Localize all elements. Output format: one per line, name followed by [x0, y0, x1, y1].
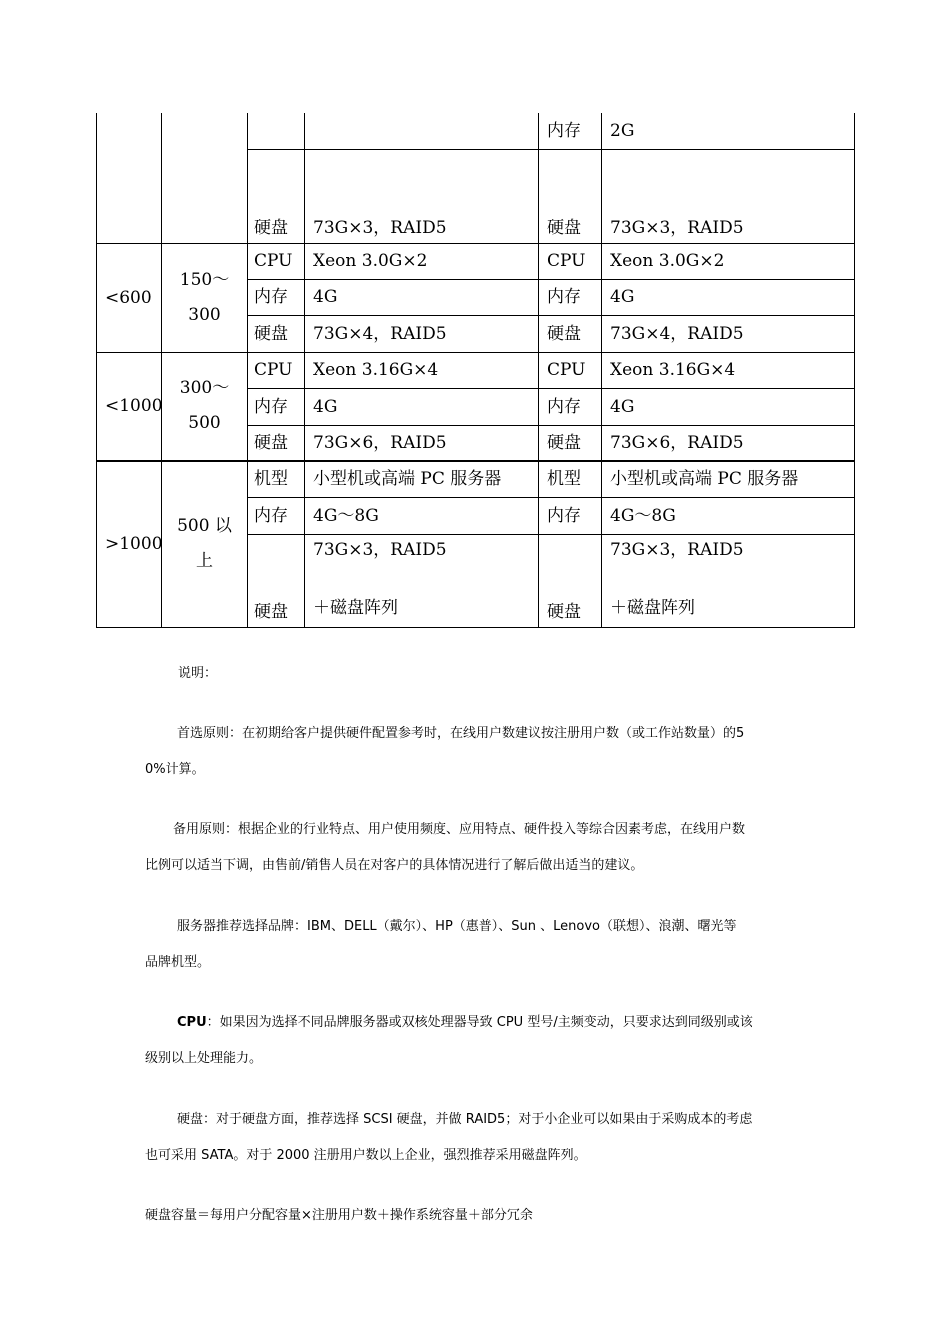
label-cell: 内存	[248, 388, 305, 425]
label-cell: 内存	[539, 388, 602, 425]
note-paragraph-disk	[145, 1102, 807, 1174]
range-cell	[162, 113, 248, 243]
notes-heading: 说明：	[178, 666, 218, 681]
note-paragraph-primary	[145, 716, 807, 788]
value-cell: 73G×6，RAID5	[602, 425, 855, 461]
value-cell: 4G～8G	[602, 497, 855, 534]
note-line: 服务器推荐选择品牌：IBM、DELL（戴尔）、HP（惠普）、Sun 、Lenovo（联想）、浪潮、曙光等	[177, 919, 737, 934]
range-cell	[162, 461, 248, 627]
count-cell: <1000	[97, 352, 162, 461]
note-line: 0%计算。	[145, 762, 205, 777]
value-cell: 4G	[305, 279, 539, 315]
count-cell: <600	[97, 243, 162, 352]
server-config-table	[96, 113, 855, 628]
value-cell: 4G	[305, 388, 539, 425]
label-cell: CPU	[248, 352, 305, 388]
label-cell: 内存	[539, 279, 602, 315]
note-line: 品牌机型。	[145, 955, 211, 970]
note-line: 备用原则：根据企业的行业特点、用户使用频度、应用特点、硬件投入等综合因素考虑，在线用户数	[173, 822, 746, 837]
count-cell	[97, 113, 162, 243]
table-row	[97, 243, 855, 279]
value-cell: Xeon 3.16G×4	[305, 352, 539, 388]
note-paragraph-capacity	[145, 1198, 807, 1234]
note-line: 硬盘：对于硬盘方面，推荐选择 SCSI 硬盘，并做 RAID5；对于小企业可以如果由于采购成本的考虑	[177, 1112, 753, 1127]
range-line: 500 以	[177, 516, 232, 537]
value-line: ＋磁盘阵列	[610, 597, 695, 618]
note-line	[145, 1005, 807, 1041]
label-cell: 硬盘	[539, 534, 602, 627]
range-line: 300～	[179, 378, 230, 399]
table-row	[97, 113, 855, 149]
label-cell: 硬盘	[539, 425, 602, 461]
value-cell: 小型机或高端 PC 服务器	[602, 461, 855, 497]
label-cell	[248, 113, 305, 149]
table-row	[97, 352, 855, 388]
note-line: 也可采用 SATA。对于 2000 注册用户数以上企业，强烈推荐采用磁盘阵列。	[145, 1148, 587, 1163]
value-cell: 73G×3，RAID5	[305, 149, 539, 243]
value-line: 73G×3，RAID5	[610, 539, 744, 560]
value-line: 73G×3，RAID5	[313, 539, 447, 560]
range-line: 150～	[179, 269, 230, 290]
value-cell: 73G×6，RAID5	[305, 425, 539, 461]
label-cell: 硬盘	[539, 315, 602, 352]
note-paragraph-brands	[145, 909, 807, 981]
label-cell: 机型	[248, 461, 305, 497]
note-bold-term: CPU	[177, 1015, 207, 1030]
label-cell: 机型	[539, 461, 602, 497]
label-cell: 硬盘	[539, 149, 602, 243]
value-cell: 4G～8G	[305, 497, 539, 534]
value-cell	[305, 113, 539, 149]
note-line: 首选原则：在初期给客户提供硬件配置参考时，在线用户数建议按注册用户数（或工作站数量）的5	[177, 726, 745, 741]
label-cell: 内存	[539, 497, 602, 534]
table-row	[97, 461, 855, 497]
label-cell: CPU	[539, 352, 602, 388]
label-cell: 硬盘	[248, 149, 305, 243]
label-cell: 硬盘	[248, 315, 305, 352]
label-cell: 内存	[539, 113, 602, 149]
value-line: ＋磁盘阵列	[313, 597, 398, 618]
value-cell: 4G	[602, 279, 855, 315]
notes-heading-block	[145, 656, 807, 692]
range-line: 上	[196, 551, 213, 572]
range-cell	[162, 243, 248, 352]
value-cell: Xeon 3.16G×4	[602, 352, 855, 388]
range-line: 300	[188, 304, 221, 325]
value-cell	[602, 534, 855, 627]
label-cell: 硬盘	[248, 425, 305, 461]
note-paragraph-backup	[145, 812, 807, 884]
note-line: 比例可以适当下调，由售前/销售人员在对客户的具体情况进行了解后做出适当的建议。	[145, 858, 644, 873]
note-line: 硬盘容量＝每用户分配容量×注册用户数＋操作系统容量＋部分冗余	[145, 1208, 533, 1223]
value-cell: 4G	[602, 388, 855, 425]
range-cell	[162, 352, 248, 461]
label-cell: 内存	[248, 497, 305, 534]
value-cell: 73G×4，RAID5	[305, 315, 539, 352]
value-cell: 73G×3，RAID5	[602, 149, 855, 243]
label-cell: CPU	[248, 243, 305, 279]
label-cell: CPU	[539, 243, 602, 279]
value-cell: Xeon 3.0G×2	[602, 243, 855, 279]
note-paragraph-cpu	[145, 1005, 807, 1077]
label-cell: 硬盘	[248, 534, 305, 627]
label-cell: 内存	[248, 279, 305, 315]
note-line: 级别以上处理能力。	[145, 1051, 263, 1066]
range-line: 500	[188, 413, 221, 434]
value-cell: 2G	[602, 113, 855, 149]
value-cell	[305, 534, 539, 627]
value-cell: 小型机或高端 PC 服务器	[305, 461, 539, 497]
count-cell: >1000	[97, 461, 162, 627]
value-cell: 73G×4，RAID5	[602, 315, 855, 352]
value-cell: Xeon 3.0G×2	[305, 243, 539, 279]
note-line-rest: ：如果因为选择不同品牌服务器或双核处理器导致 CPU 型号/主频变动，只要求达到同级别或该	[206, 1015, 753, 1030]
